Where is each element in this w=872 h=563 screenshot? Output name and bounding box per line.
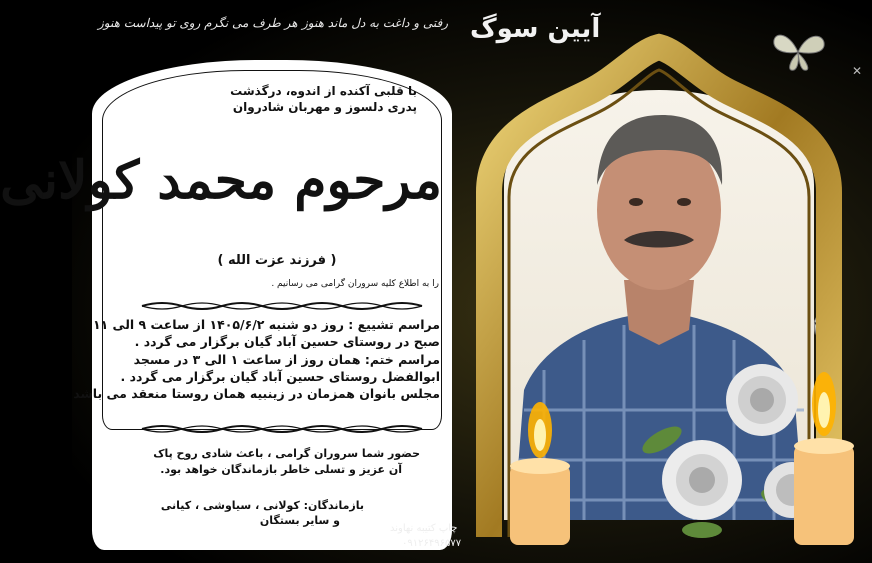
- poster-title: آیین سوگ: [470, 14, 601, 44]
- close-icon[interactable]: ✕: [851, 64, 862, 78]
- print-shop-phone: ۰۹۱۲۶۴۹۶۵۷۷: [402, 538, 462, 549]
- ceremony-line: ابوالفضل روستای حسین آباد گیان برگزار می گردد .: [120, 369, 440, 384]
- ceremony-line: مجلس بانوان همزمان در زینبیه همان روستا منعقد می باشد: [73, 386, 440, 401]
- print-shop-credit: چاپ کتیبه نهاوند: [390, 523, 458, 534]
- intro-line-2: پدری دلسوز و مهربان شادروان: [232, 100, 417, 114]
- survivors-line: و سایر بستگان: [259, 514, 340, 527]
- blessing-line: حضور شما سروران گرامی ، باعث شادی روح پاک: [153, 447, 420, 460]
- ornament-divider: [142, 300, 422, 312]
- poem-left: هر طرف می نگرم روی تو پیداست هنوز: [98, 16, 298, 30]
- ornament-divider: [142, 423, 422, 435]
- ceremony-line: مراسم تشییع : روز دو شنبه ۱۴۰۵/۶/۲ از ساعت ۹ الی ۱۱: [92, 317, 440, 332]
- inform-line: را به اطلاع کلیه سروران گرامی می رسانیم .: [271, 279, 439, 289]
- blessing-line: آن عزیز و تسلی خاطر بازماندگان خواهد بود.: [160, 463, 402, 476]
- candle-icon: [500, 390, 580, 550]
- deceased-name: مرحوم محمد کولانی: [0, 150, 442, 211]
- ceremony-line: مراسم ختم: همان روز از ساعت ۱ الی ۳ در مسجد: [133, 352, 440, 367]
- ceremony-line: صبح در روستای حسین آباد گیان برگزار می گردد .: [134, 334, 440, 349]
- intro-line-1: با قلبی آکنده از اندوه، درگذشت: [230, 84, 417, 98]
- father-name: ( فرزند عزت الله ): [217, 253, 337, 268]
- survivors-line: بازماندگان: کولانی ، سیاوشی ، کیانی: [160, 499, 364, 512]
- poem-right: رفتی و داغت به دل ماند هنوز: [302, 16, 449, 30]
- candle-icon: [784, 360, 864, 550]
